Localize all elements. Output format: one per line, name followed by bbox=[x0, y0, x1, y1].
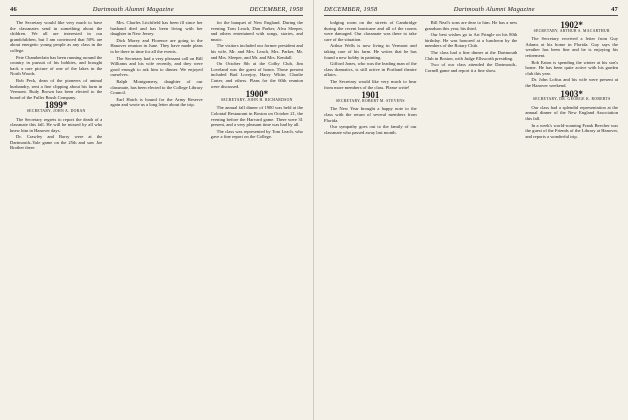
paragraph: Dr. John Loftus and his wife were present at the Hanover weekend. bbox=[525, 77, 619, 88]
paragraph: The New Year brought a happy note to the class with the return of several members from Florida. bbox=[324, 106, 417, 123]
class-secretary: SECRETARY, JOHN H. RICHARDSON bbox=[220, 97, 293, 102]
paragraph: Our sympathy goes out to the family of our classmate who passed away last month. bbox=[324, 124, 417, 135]
class-heading: 1902* bbox=[560, 20, 583, 30]
right-column-3 bbox=[525, 20, 618, 420]
paragraph: Earl Hatch is bound for the Army Reserve again and wrote us a long letter about the trip. bbox=[110, 96, 203, 108]
class-secretary: SECRETARY, ROBERT M. STEVENS bbox=[335, 98, 405, 103]
right-column-1 bbox=[324, 20, 417, 420]
paragraph: The Secretary would like very much to hear from more members of the class. Please write! bbox=[324, 78, 417, 90]
right-running-header bbox=[324, 6, 618, 16]
paragraph: Dick Morey and Florence are going to the Hanover reunion in June. They have made plans to be there in time for all the events. bbox=[110, 37, 203, 54]
right-column-2 bbox=[425, 20, 518, 420]
class-heading: 1901 bbox=[361, 90, 380, 101]
paragraph: Two of our class attended the Dartmouth–Cornell game and report it a fine show. bbox=[424, 62, 518, 73]
paragraph: Arthur Wells is now living in Vermont and taking care of his farm. He writes that he has found a new hobby in painting. bbox=[324, 43, 417, 60]
right-page-number: 47 bbox=[611, 6, 618, 13]
paragraph: The Secretary received a letter from Guy Adams at his home in Florida. Guy says the weather has been fine and he is enjoying his retirement. bbox=[525, 36, 619, 58]
paragraph: Bill Neal's sons are dear to him. He has a new grandson this year, his third. bbox=[424, 20, 518, 31]
paragraph: Mrs. Charles Litchfield has been ill since her husband died and has been living with her daughter in New Jersey. bbox=[110, 20, 203, 37]
class-secretary: SECRETARY, JOHN A. DORAN bbox=[26, 108, 86, 113]
paragraph: Bob Peck, dean of the pioneers of animal husbandry, sent a fine clipping about his farm in Vermont. Rudy Brown has been elected to the board of the Fuller Brush Company. bbox=[10, 77, 103, 100]
left-column-2 bbox=[110, 20, 202, 420]
paragraph: The Secretary had a very pleasant call on Bill Williams and his wife recently, and they were good enough to ask him to dinner. We enjoyed ourselves. bbox=[110, 55, 203, 78]
paragraph: Gifford Jones, who was the leading man of the class dramatics, is still active in Portland theatre affairs. bbox=[324, 61, 417, 78]
class-heading: 1900* bbox=[245, 89, 269, 100]
paragraph: On October 8th at the Colby Club, Jim Loveland was the guest of honor. Those present included Bud Lovejoy, Harry White, Charlie Carter, and others. Plans for the 60th reunion were discussed. bbox=[210, 61, 303, 89]
paragraph: Bob Eaton is spending the winter at his son's home. He has been quite active with his garden club this year. bbox=[525, 59, 619, 76]
paragraph: The Secretary regrets to report the death of a classmate this fall. He will be missed by all who knew him in Hanover days. bbox=[10, 116, 103, 133]
left-running-head: Dartmouth Alumni Magazine bbox=[92, 6, 174, 13]
paragraph: Pete Chamberlain has been running around the country in pursuit of his hobbies, and brought back a rare picture of one of the lakes in the North Woods. bbox=[10, 54, 103, 77]
paragraph: Ralph Montgomery, daughter of our classmate, has been elected to the College Library Council. bbox=[110, 78, 203, 96]
paragraph: The visitors included our former president and his wife, Mr. and Mrs. Leach, Mrs. Parker, Mr. and Mrs. Sleeper, and Mr. and Mrs. Kendall. bbox=[210, 43, 303, 60]
paragraph: The Secretary would like very much to have the classmates send in something about the children. We all are interested in our grandchildren, but I am convinced that 50% are about energetic young people as any class in the college. bbox=[10, 20, 103, 53]
left-column-3 bbox=[211, 20, 303, 420]
right-page bbox=[314, 0, 628, 420]
right-columns bbox=[324, 20, 618, 420]
left-page-number: 46 bbox=[10, 6, 17, 13]
right-running-head: Dartmouth Alumni Magazine bbox=[453, 6, 535, 13]
paragraph: The annual fall dinner of 1900 was held at the Colonial Restaurant in Boston on October 21, the evening before the Harvard game. There were 31 present, and a very pleasant time was had by all. bbox=[210, 105, 303, 128]
paragraph: Dr. Crawley and Barry were at the Dartmouth–Yale game on the 25th and saw Joe Brother there. bbox=[10, 134, 103, 151]
class-heading: 1903* bbox=[560, 88, 583, 99]
paragraph: Our class had a splendid representation at the annual dinner of the New England Association this fall. bbox=[525, 104, 619, 121]
class-secretary: SECRETARY, DR. GEORGE K. ROBERTS bbox=[532, 97, 611, 102]
left-columns bbox=[10, 20, 303, 420]
class-secretary: SECRETARY, ARTHUR S. MACARTHUR bbox=[533, 28, 610, 33]
paragraph: The class had a fine dinner at the Dartmouth Club in Boston, with Judge Ellsworth presiding. bbox=[424, 49, 518, 61]
left-date: DECEMBER, 1958 bbox=[249, 6, 303, 13]
paragraph: The class was represented by Tom Leach, who gave a fine report on the College. bbox=[210, 128, 303, 140]
paragraph: for the banquet of New England. During the evening Tom Leach, Dan Parker, Alva Sleeper, and others entertained with songs, stories, and music. bbox=[210, 20, 303, 42]
paragraph: lodging room on the streets of Cambridge during the recent hurricane and all of the rooms were damaged. Our classmate was there to take care of the situation. bbox=[324, 20, 417, 42]
class-heading: 1899* bbox=[44, 100, 68, 111]
paragraph: Our best wishes go to Art Pringle on his 80th birthday. He was honored at a luncheon by the members of the Rotary Club. bbox=[424, 32, 518, 49]
left-running-header bbox=[10, 6, 303, 16]
right-date: DECEMBER, 1958 bbox=[324, 6, 378, 13]
left-column-1 bbox=[10, 20, 102, 420]
paragraph: In a week's world-roaming Frank Beecher was the guest of the Friends of the Library at Hanover, and reports a wonderful trip. bbox=[525, 122, 619, 139]
